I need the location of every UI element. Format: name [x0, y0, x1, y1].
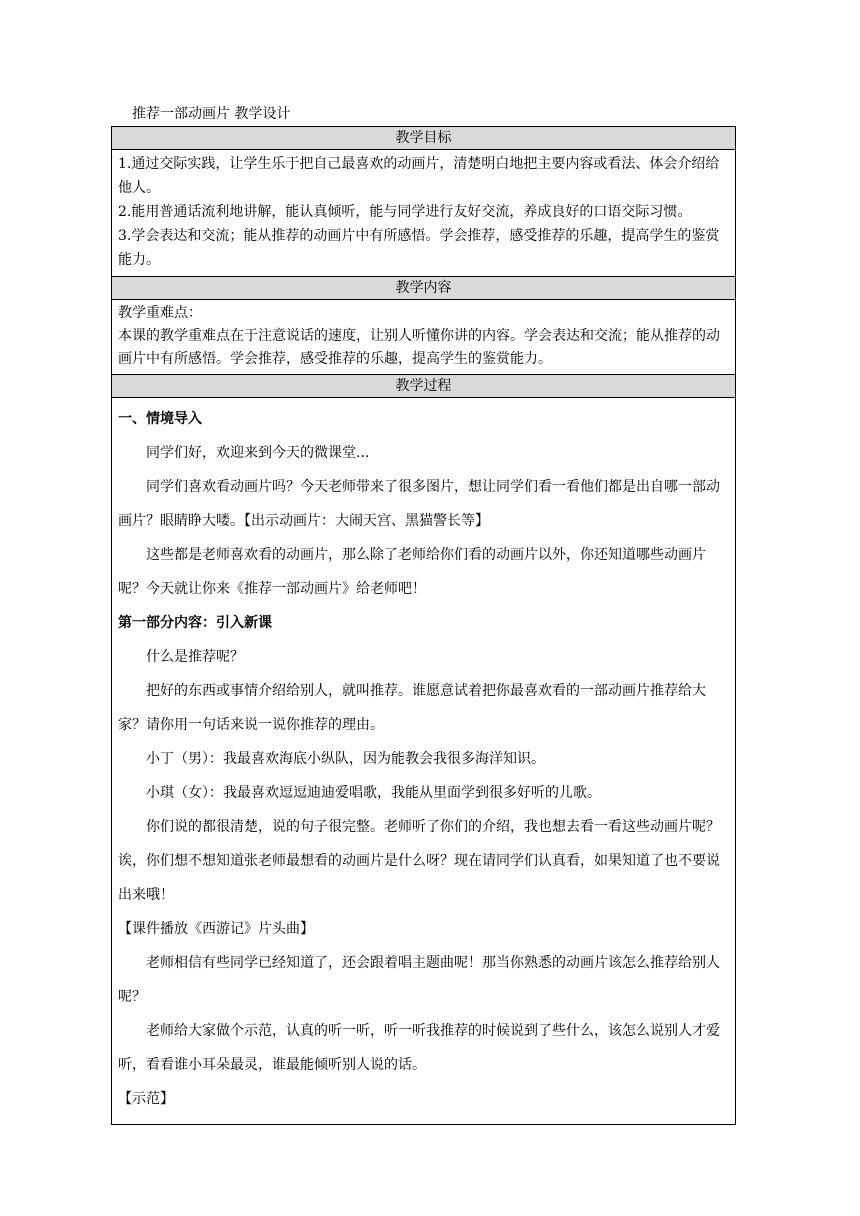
process-paragraph: 同学们喜欢看动画片吗？今天老师带来了很多图片，想让同学们看一看他们都是出自哪一部动画片？眼睛睁大喽。【出示动画片：大闹天宫、黑猫警长等】 — [118, 479, 720, 529]
lesson-plan-table — [111, 126, 736, 1125]
process-note: 【课件播放《西游记》片头曲】 — [118, 921, 314, 937]
process-paragraph: 老师给大家做个示范，认真的听一听，听一听我推荐的时候说到了些什么，该怎么说别人才爱听，看看谁小耳朵最灵，谁最能倾听别人说的话。 — [118, 1023, 720, 1073]
process-subheading: 第一部分内容：引入新课 — [118, 615, 272, 631]
process-paragraph: 同学们好，欢迎来到今天的微课堂... — [146, 445, 370, 461]
process-paragraph: 老师相信有些同学已经知道了，还会跟着唱主题曲呢！那当你熟悉的动画片该怎么推荐给别人呢？ — [118, 955, 720, 1005]
process-paragraph: 你们说的都很清楚，说的句子很完整。老师听了你们的介绍，我也想去看一看这些动画片呢？诶，你们想不想知道张老师最想看的动画片是什么呀？现在请同学们认真看，如果知道了也不要说出来哦！ — [118, 819, 720, 903]
document-title: 推荐一部动画片 教学设计 — [132, 106, 291, 122]
objective-item: 3.学会表达和交流；能从推荐的动画片中有所感悟。学会推荐，感受推荐的乐趣，提高学生的鉴赏能力。 — [118, 228, 720, 268]
process-subheading: 一、情境导入 — [118, 411, 202, 427]
process-body — [112, 398, 735, 1124]
content-label: 教学重难点： — [118, 305, 202, 321]
process-note: 【示范】 — [118, 1091, 174, 1107]
process-paragraph: 小琪（女）：我最喜欢逗逗迪迪爱唱歌，我能从里面学到很多好听的儿歌。 — [146, 785, 601, 801]
process-paragraph: 把好的东西或事情介绍给别人，就叫推荐。谁愿意试着把你最喜欢看的一部动画片推荐给大家？请你用一句话来说一说你推荐的理由。 — [118, 683, 706, 733]
section-heading-objectives: 教学目标 — [112, 127, 735, 150]
objectives-body — [112, 150, 735, 277]
process-paragraph: 什么是推荐呢？ — [146, 649, 244, 665]
process-paragraph: 这些都是老师喜欢看的动画片，那么除了老师给你们看的动画片以外，你还知道哪些动画片呢？今天就让你来《推荐一部动画片》给老师吧！ — [118, 547, 706, 597]
content-text: 本课的教学重难点在于注意说话的速度，让别人听懂你讲的内容。学会表达和交流；能从推荐的动画片中有所感悟。学会推荐，感受推荐的乐趣，提高学生的鉴赏能力。 — [118, 328, 720, 367]
objective-item: 1.通过交际实践，让学生乐于把自己最喜欢的动画片，清楚明白地把主要内容或看法、体会介绍给他人。 — [118, 156, 720, 196]
content-body — [112, 300, 735, 375]
objective-item: 2.能用普通话流利地讲解，能认真倾听，能与同学进行友好交流，养成良好的口语交际习惯。 — [118, 204, 692, 220]
section-heading-process: 教学过程 — [112, 375, 735, 398]
section-heading-content: 教学内容 — [112, 277, 735, 300]
process-paragraph: 小丁（男）：我最喜欢海底小纵队，因为能教会我很多海洋知识。 — [146, 751, 545, 767]
